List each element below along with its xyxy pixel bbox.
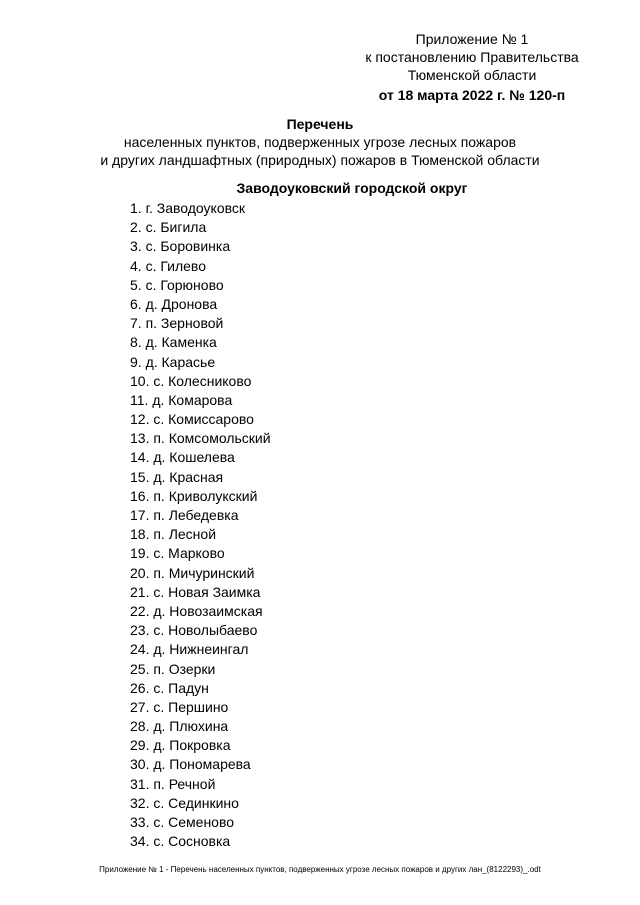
title-subtitle-line2: и других ландшафтных (природных) пожаров в Тюменской области — [100, 152, 540, 168]
list-item: 28. д. Плюхина — [130, 718, 229, 735]
list-item: 21. с. Новая Заимка — [130, 583, 261, 600]
list-item: 30. д. Пономарева — [130, 756, 251, 773]
list-item: 27. с. Першино — [130, 698, 229, 715]
list-item: 10. с. Колесниково — [130, 372, 252, 389]
list-item: 19. с. Марково — [130, 545, 225, 562]
list-item: 32. с. Сединкино — [130, 794, 239, 811]
document-title — [0, 115, 640, 169]
list-item: 6. д. Дронова — [130, 295, 218, 312]
list-item: 9. д. Карасье — [130, 353, 216, 370]
list-item: 1. г. Заводоуковск — [130, 200, 246, 216]
list-item: 3. с. Боровинка — [130, 238, 231, 255]
appendix-region: Тюменской области — [407, 67, 537, 83]
appendix-number: Приложение № 1 — [415, 31, 529, 47]
list-item: 25. п. Озерки — [130, 660, 216, 677]
list-item: 22. д. Новозаимская — [130, 602, 263, 619]
list-item: 20. п. Мичуринский — [130, 564, 255, 581]
list-item: 34. с. Сосновка — [130, 833, 231, 850]
appendix-header — [352, 30, 592, 104]
list-item: 16. п. Криволукский — [130, 487, 258, 504]
list-item: 31. п. Речной — [130, 775, 216, 792]
appendix-date-number: от 18 марта 2022 г. № 120-п — [378, 87, 566, 103]
list-item: 11. д. Комарова — [130, 391, 233, 408]
list-item: 18. п. Лесной — [130, 526, 217, 543]
list-item: 5. с. Горюново — [130, 276, 224, 293]
list-item: 2. с. Бигила — [130, 219, 207, 236]
list-item: 12. с. Комиссарово — [130, 411, 254, 428]
settlement-list — [130, 199, 271, 851]
title-subtitle-line1: населенных пунктов, подверженных угрозе лесных пожаров — [123, 134, 517, 150]
list-item: 33. с. Семеново — [130, 814, 235, 830]
list-item: 17. п. Лебедевка — [130, 507, 239, 523]
list-item: 15. д. Красная — [130, 468, 224, 485]
list-item: 26. с. Падун — [130, 679, 209, 696]
footer-filename: Приложение № 1 - Перечень населенных пунктов, подверженных угрозе лесных пожаров и других лан_(8122293)_.odt — [99, 865, 541, 874]
list-item: 7. п. Зерновой — [130, 315, 224, 332]
list-item: 14. д. Кошелева — [130, 449, 235, 466]
list-item: 24. д. Нижнеингал — [130, 641, 249, 658]
title-main: Перечень — [286, 116, 354, 132]
section-heading: Заводоуковский городской округ — [236, 180, 468, 196]
appendix-reference: к постановлению Правительства — [365, 49, 579, 65]
list-item: 4. с. Гилево — [130, 257, 206, 274]
list-item: 23. с. Новолыбаево — [130, 622, 258, 639]
list-item: 29. д. Покровка — [130, 737, 231, 754]
list-item: 13. п. Комсомольский — [130, 430, 271, 447]
list-item: 8. д. Каменка — [130, 334, 217, 351]
